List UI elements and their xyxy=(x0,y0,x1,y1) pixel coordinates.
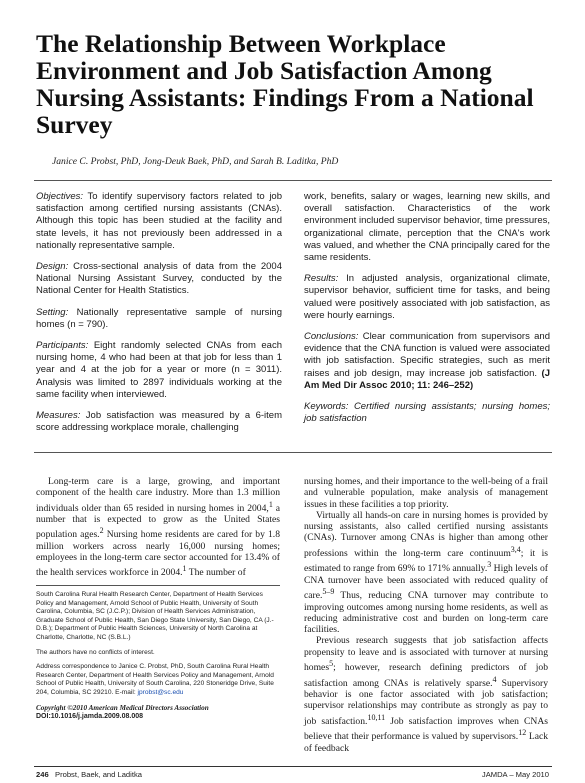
reference-marker: 2 xyxy=(99,526,104,536)
abstract-conclusions xyxy=(304,331,550,392)
participants-label: Participants: xyxy=(36,340,89,352)
footer-rule xyxy=(34,766,552,767)
body-paragraph-research xyxy=(304,635,548,753)
body-text: Thus, reducing CNA turnover may contribute to improving outcomes among nursing home residents, as well as reducing administrative cost and burden on long-term care facilities. xyxy=(304,590,548,636)
journal-citation: (J Am Med Dir Assoc 2010; 11: 246–252) xyxy=(304,367,550,391)
doi[interactable]: DOI:10.1016/j.jamda.2009.08.008 xyxy=(36,713,144,721)
abstract-participants xyxy=(36,340,282,401)
footnotes xyxy=(36,591,280,728)
abstract-objectives xyxy=(36,191,282,252)
reference-marker: 1 xyxy=(182,564,187,574)
reference-marker: 10,11 xyxy=(367,712,386,722)
reference-marker: 3,4 xyxy=(510,544,521,554)
abstract-setting xyxy=(36,307,282,331)
reference-marker: 3 xyxy=(487,560,492,570)
correspondence-text: Address correspondence to Janice C. Probst, PhD, South Carolina Rural Health Research Center, Department of Health Services Policy and Management, Arnold School of Public Health, University of South Carolina, 220 Stoneridge Drive, Suite 204, Columbia, SC 29210. E-mail: xyxy=(36,663,274,696)
abstract-top-rule xyxy=(34,180,552,181)
reference-marker: 12 xyxy=(518,728,527,738)
conclusions-text: Clear communication from supervisors and evidence that the CNA function is valued were associated with job satisfaction. Specific strategies, such as merit raises and job design, may increase job satisfaction. xyxy=(304,331,550,379)
email-link[interactable]: jprobst@sc.edu xyxy=(137,688,184,696)
body-text: Previous research suggests that job satisfaction affects propensity to leave and is associated with turnover at nursing homes xyxy=(304,635,548,674)
conclusions-label: Conclusions: xyxy=(304,331,359,343)
reference-marker: 5–9 xyxy=(322,587,335,597)
correspondence-address xyxy=(36,663,280,697)
author-list: Janice C. Probst, PhD, Jong-Deuk Baek, PhD, and Sarah B. Laditka, PhD xyxy=(52,156,339,167)
page-number: 246 xyxy=(36,770,49,779)
body-text: a number that is expected to grow as the United States population ages. xyxy=(36,502,280,541)
setting-label: Setting: xyxy=(36,306,69,318)
body-text: ; it is estimated to range from 69% to 171% annually. xyxy=(304,547,548,575)
body-paragraph-continued: nursing homes, and their importance to the well-being of a frail and vulnerable population, make analysis of management issues in these facilities a top priority. xyxy=(304,476,548,510)
participants-text: Eight randomly selected CNAs from each nursing home, 4 who had been at that job for less than 1 year and 4 at the job for a year or more (n = 3011). Analysis was limited to 2897 individuals working at the same facility when interviewed. xyxy=(36,340,282,400)
abstract-results xyxy=(304,273,550,322)
body-left-column xyxy=(36,476,280,579)
body-paragraph-turnover xyxy=(304,510,548,636)
body-right-column xyxy=(304,476,548,754)
reference-marker: 1 xyxy=(268,499,273,509)
results-label: Results: xyxy=(304,273,339,285)
measures-label: Measures: xyxy=(36,410,81,422)
setting-text: Nationally representative sample of nursing homes (n = 790). xyxy=(36,306,282,330)
keywords-text: Certified nursing assistants; nursing homes; job satisfaction xyxy=(304,401,550,425)
body-text: Virtually all hands-on care in nursing homes is provided by nursing assistants, also called certified nursing assistants (CNAs). Turnover among CNAs is higher than among other professions within the long-term care continuum xyxy=(304,509,548,559)
conflict-statement: The authors have no conflicts of interest. xyxy=(36,648,155,656)
body-text: Supervisory behavior is one factor associated with job satisfaction; supervisor relationships may contribute as strongly as pay to job satisfaction. xyxy=(304,677,548,727)
page-footer-left xyxy=(36,770,142,779)
body-text: Nursing home residents are cared for by 1.8 million workers across nearly 16,000 nursing homes; employees in the long-term care sector accounted for 13.4% of the health services workforce in 2004. xyxy=(36,529,280,579)
abstract-bottom-rule xyxy=(34,452,552,453)
footnote-rule xyxy=(36,585,280,586)
running-authors: Probst, Baek, and Laditka xyxy=(55,770,142,779)
body-text: High levels of CNA turnover have been associated with reduced quality of care. xyxy=(304,563,548,602)
body-paragraph-intro xyxy=(36,476,280,579)
measures-text: Job satisfaction was measured by a 6-item score addressing workplace morale, challenging xyxy=(36,410,282,434)
body-text: The number of xyxy=(186,567,246,579)
objectives-text: To identify supervisory factors related to job satisfaction among certified nursing assistants (CNAs). Although this topic has been studied at the facility and state levels, it has not previously been addressed in a nationally representative sample. xyxy=(36,191,282,251)
reference-marker: 5 xyxy=(329,659,334,669)
body-text: Lack of feedback xyxy=(304,731,549,754)
design-text: Cross-sectional analysis of data from the 2004 National Nursing Assistant Survey, conducted by the National Center for Health Statistics. xyxy=(36,261,282,297)
body-text: ; however, research defining predictors of job satisfaction among CNAs is relatively sparse. xyxy=(304,662,548,689)
abstract-measures xyxy=(36,410,282,434)
keywords-label: Keywords: xyxy=(304,401,349,413)
body-text: Long-term care is a large, growing, and important component of the health care industry. More than 1.3 million individuals older than 65 resided in nursing homes in 2004, xyxy=(36,476,280,514)
journal-date: JAMDA – May 2010 xyxy=(481,770,549,779)
article-title: The Relationship Between Workplace Environment and Job Satisfaction Among Nursing Assistants: Findings From a National Survey xyxy=(36,29,534,139)
reference-marker: 4 xyxy=(492,674,497,684)
abstract-keywords xyxy=(304,401,550,425)
copyright-notice: Copyright ©2010 American Medical Directors Association xyxy=(36,703,209,712)
abstract-measures-continued: work, benefits, salary or wages, learning new skills, and overall satisfaction. Characteristics of the work environment included supervisor behavior, time pressures, organizational climate, perception that the CNA's work was valued, and whether the CNA principally cared for the same residents. xyxy=(304,191,550,264)
body-text: Job satisfaction improves when CNAs believe that their performance is valued by supervisors. xyxy=(304,715,548,743)
abstract-right-column xyxy=(304,191,550,434)
abstract-design xyxy=(36,261,282,298)
objectives-label: Objectives: xyxy=(36,191,83,202)
design-label: Design: xyxy=(36,261,69,273)
abstract-left-column xyxy=(36,191,282,443)
results-text: In adjusted analysis, organizational climate, supervisor behavior, sufficient time for tasks, and being valued were positively associated with job satisfaction, as were hourly earnings. xyxy=(304,273,550,321)
author-affiliations: South Carolina Rural Health Research Center, Department of Health Services Policy and Management, Arnold School of Public Health, University of South Carolina, Columbia, SC (J.C.P.); Division of Health Services Administration, Graduate School of Public Health, San Diego State University, San Diego, CA (J.-D.B.); Department of Public Health Sciences, University of North Carolina at Charlotte, Charlotte, NC (S.B.L.) xyxy=(36,591,274,641)
